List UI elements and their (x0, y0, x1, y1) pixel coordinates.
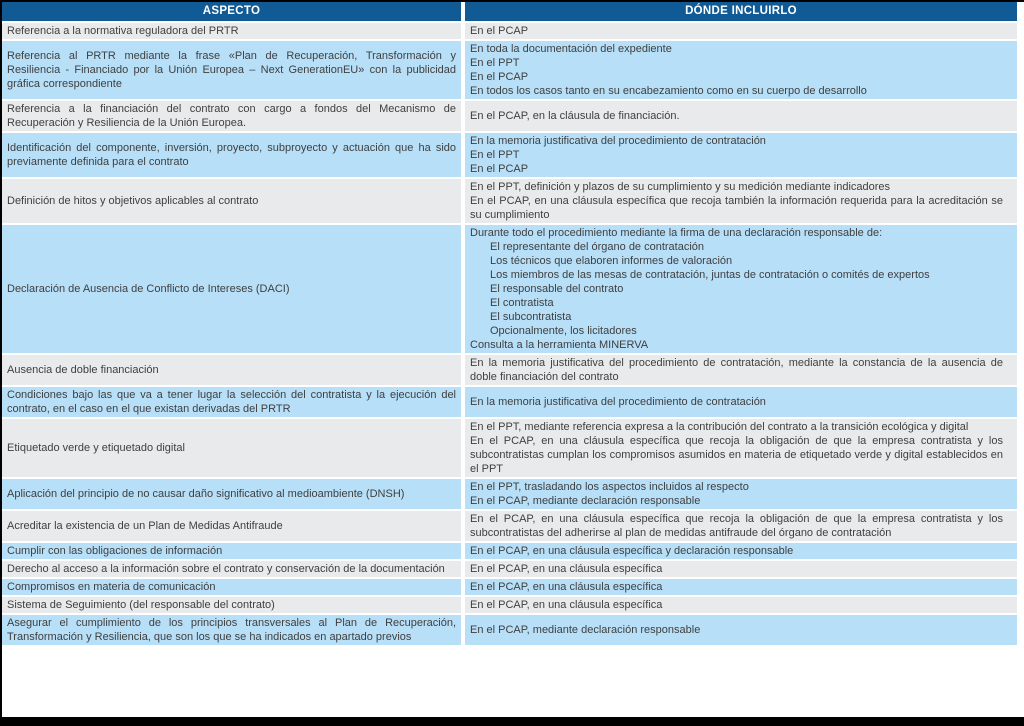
table-row (2, 597, 1017, 613)
aspecto-cell (2, 387, 461, 417)
table-row (2, 179, 1017, 223)
aspecto-text: Acreditar la existencia de un Plan de Medidas Antifraude (7, 520, 283, 532)
donde-line: En el PPT, trasladando los aspectos incluidos al respecto (470, 481, 749, 493)
donde-line: En toda la documentación del expediente (470, 43, 672, 55)
donde-cell (465, 615, 1017, 645)
aspecto-cell (2, 133, 461, 177)
donde-line: En el PCAP, mediante declaración responsable (470, 495, 701, 507)
donde-line: En el PCAP, en la cláusula de financiación. (470, 110, 680, 122)
aspecto-cell (2, 225, 461, 353)
donde-line: En el PCAP (470, 163, 529, 175)
aspecto-text: Asegurar el cumplimiento de los principios transversales al Plan de Recuperación, Transformación y Resiliencia, que son los que se ha indicados en apartado previos (7, 617, 456, 643)
donde-cell (465, 511, 1017, 541)
table-row (2, 419, 1017, 477)
aspecto-text: Ausencia de doble financiación (7, 364, 159, 376)
donde-cell (465, 133, 1017, 177)
aspecto-text: Identificación del componente, inversión, proyecto, subproyecto y actuación que ha sido previamente definida para el contrato (7, 142, 456, 168)
donde-line: En el PCAP, en una cláusula específica (470, 563, 663, 575)
donde-line: En la memoria justificativa del procedimiento de contratación, mediante la constancia de la ausencia de doble financiación del contrato (470, 357, 1003, 383)
donde-line: En el PCAP, en una cláusula específica (470, 581, 663, 593)
donde-line: En el PCAP, en una cláusula específica que recoja también la información requerida para la acreditación se su cumplimiento (470, 195, 1003, 221)
donde-line: En el PPT, definición y plazos de su cumplimiento y su medición mediante indicadores (470, 181, 891, 193)
donde-line: En el PCAP, en una cláusula específica que recoja la obligación de que la empresa contratista y los subcontratistas del adherirse al plan de medidas antifraude del órgano de contratación (470, 513, 1003, 539)
table-row (2, 387, 1017, 417)
donde-line: Consulta a la herramienta MINERVA (470, 339, 649, 351)
donde-line: El responsable del contrato (490, 283, 624, 295)
table-row (2, 511, 1017, 541)
aspecto-cell (2, 479, 461, 509)
donde-line: El subcontratista (490, 311, 572, 323)
donde-line: El representante del órgano de contratación (490, 241, 705, 253)
aspecto-cell (2, 615, 461, 645)
table-row (2, 543, 1017, 559)
table-row (2, 23, 1017, 39)
aspecto-text: Derecho al acceso a la información sobre el contrato y conservación de la documentación (7, 563, 445, 575)
donde-cell (465, 561, 1017, 577)
aspecto-cell (2, 561, 461, 577)
donde-cell (465, 225, 1017, 353)
donde-line: En la memoria justificativa del procedimiento de contratación (470, 135, 766, 147)
donde-line: Los miembros de las mesas de contratación, juntas de contratación o comités de expertos (490, 269, 930, 281)
donde-cell (465, 419, 1017, 477)
aspecto-text: Sistema de Seguimiento (del responsable del contrato) (7, 599, 275, 611)
donde-line: En el PCAP, en una cláusula específica que recoja la obligación de que la empresa contratista y los subcontratistas cumplan los compromisos asumidos en materia de etiquetado verde y digital establecidos en el PPT (470, 435, 1003, 475)
donde-cell (465, 355, 1017, 385)
table-row (2, 561, 1017, 577)
aspecto-text: Referencia a la financiación del contrato con cargo a fondos del Mecanismo de Recuperación y Resiliencia de la Unión Europea. (7, 103, 456, 129)
aspecto-cell (2, 355, 461, 385)
aspecto-cell (2, 41, 461, 99)
donde-line: En el PPT (470, 57, 520, 69)
table-row (2, 479, 1017, 509)
aspecto-cell (2, 579, 461, 595)
donde-cell (465, 41, 1017, 99)
donde-line: Durante todo el procedimiento mediante la firma de una declaración responsable de: (470, 227, 883, 239)
donde-line: En el PCAP (470, 25, 529, 37)
aspecto-text: Referencia a la normativa reguladora del PRTR (7, 25, 239, 37)
aspecto-cell (2, 23, 461, 39)
table-row (2, 615, 1017, 645)
bottom-black-bar (2, 717, 1024, 726)
donde-line: En todos los casos tanto en su encabezamiento como en su cuerpo de desarrollo (470, 85, 867, 97)
table-row (2, 579, 1017, 595)
aspecto-text: Aplicación del principio de no causar daño significativo al medioambiente (DNSH) (7, 488, 405, 500)
aspecto-cell (2, 101, 461, 131)
aspecto-text: Etiquetado verde y etiquetado digital (7, 442, 185, 454)
table-row (2, 355, 1017, 385)
donde-line: En el PCAP, en una cláusula específica y declaración responsable (470, 545, 794, 557)
donde-line: En el PCAP, en una cláusula específica (470, 599, 663, 611)
donde-line: El contratista (490, 297, 554, 309)
column-header-donde-incluirlo: DÓNDE INCLUIRLO (465, 2, 1017, 21)
table-row (2, 41, 1017, 99)
column-header-aspecto: ASPECTO (2, 2, 461, 21)
donde-cell (465, 387, 1017, 417)
aspecto-text: Cumplir con las obligaciones de información (7, 545, 223, 557)
aspecto-cell (2, 419, 461, 477)
aspecto-cell (2, 543, 461, 559)
aspecto-cell (2, 179, 461, 223)
donde-cell (465, 179, 1017, 223)
donde-cell (465, 597, 1017, 613)
aspecto-text: Compromisos en materia de comunicación (7, 581, 216, 593)
requirements-table (2, 2, 1024, 717)
donde-cell (465, 101, 1017, 131)
aspecto-text: Referencia al PRTR mediante la frase «Plan de Recuperación, Transformación y Resiliencia - Financiado por la Unión Europea – Next GenerationEU» con la publicidad gráfica correspondiente (7, 50, 456, 90)
donde-cell (465, 543, 1017, 559)
aspecto-text: Declaración de Ausencia de Conflicto de Intereses (DACI) (7, 283, 290, 295)
donde-line: En el PCAP (470, 71, 529, 83)
table-row (2, 133, 1017, 177)
aspecto-cell (2, 511, 461, 541)
table-row (2, 225, 1017, 353)
donde-line: Opcionalmente, los licitadores (490, 325, 637, 337)
donde-cell (465, 579, 1017, 595)
donde-line: Los técnicos que elaboren informes de valoración (490, 255, 733, 267)
aspecto-text: Definición de hitos y objetivos aplicables al contrato (7, 195, 259, 207)
table-row (2, 101, 1017, 131)
donde-line: En la memoria justificativa del procedimiento de contratación (470, 396, 766, 408)
donde-line: En el PPT (470, 149, 520, 161)
aspecto-cell (2, 597, 461, 613)
donde-cell (465, 23, 1017, 39)
donde-line: En el PPT, mediante referencia expresa a la contribución del contrato a la transición ecológica y digital (470, 421, 969, 433)
aspecto-text: Condiciones bajo las que va a tener lugar la selección del contratista y la ejecución del contrato, en el caso en el que existan derivadas del PRTR (7, 389, 456, 415)
table-header-row (2, 2, 1017, 21)
donde-line: En el PCAP, mediante declaración responsable (470, 624, 701, 636)
donde-cell (465, 479, 1017, 509)
